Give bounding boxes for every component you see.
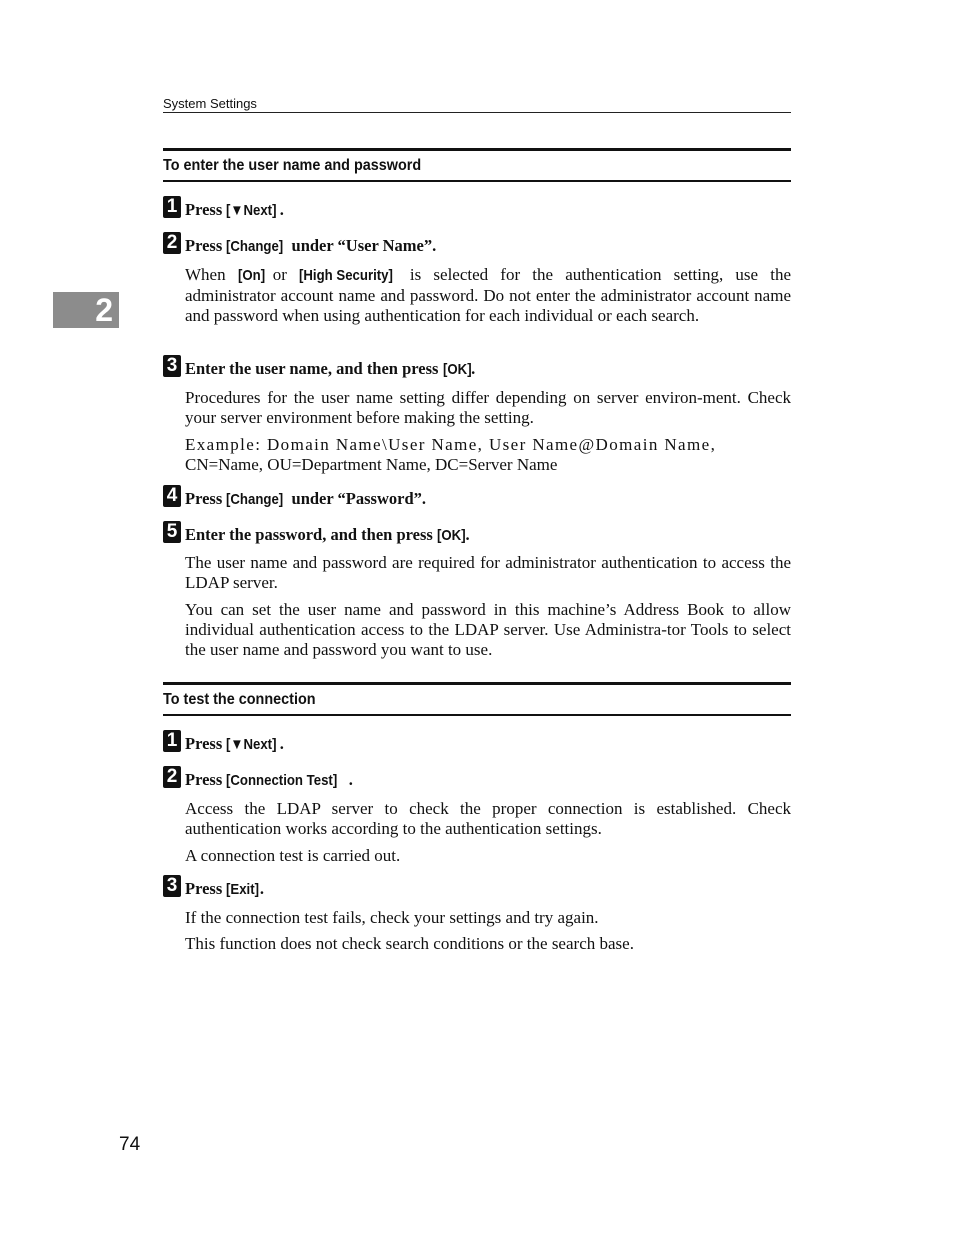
- key-ok: [OK]: [442, 361, 472, 378]
- key-connection-test: [Connection Test]: [226, 772, 338, 789]
- key-exit: [Exit]: [226, 881, 260, 898]
- step-3-note-2: This function does not check search conditions or the search base.: [185, 934, 634, 953]
- step-number-badge: 2: [163, 766, 181, 788]
- key-ok: [OK]: [436, 527, 466, 544]
- chapter-tab: 2: [53, 292, 119, 328]
- key-next: [▼Next]: [226, 202, 277, 219]
- step-number-badge: 4: [163, 485, 181, 507]
- key-high-security: [High Security]: [299, 267, 393, 284]
- page-number: 74: [119, 1134, 141, 1155]
- step-3-example-line2: CN=Name, OU=Department Name, DC=Server Name: [185, 455, 558, 474]
- key-next: [▼Next]: [226, 736, 277, 753]
- step-number-badge: 3: [163, 355, 181, 377]
- running-title: System Settings: [163, 96, 257, 111]
- step-5-note-2: You can set the user name and password in this machine’s Address Book to allow individual authentication access to the LDAP server. Use Administra-tor Tools to select the user name and password you want to use.: [185, 600, 791, 659]
- step-3-note: Procedures for the user name setting differ depending on server environ-ment. Check your server environment before making the setting.: [185, 388, 791, 427]
- step-2-note-1: Access the LDAP server to check the proper connection is established. Check authentication works according to the authentication settings.: [185, 799, 791, 838]
- step-number-badge: 1: [163, 196, 181, 218]
- step-2-note: When [On] or [High Security] is selected for the authentication setting, use the administrator account name and password. Do not enter the administrator account name and password when using authentication for each individual or each search.: [185, 265, 791, 325]
- step-3-example-line1: Example: Domain Name\User Name, User Name@Domain Name,: [185, 435, 717, 454]
- step-2-note-2: A connection test is carried out.: [185, 846, 401, 865]
- step-number-badge: 1: [163, 730, 181, 752]
- section-heading-connection-test: To test the connection: [163, 682, 791, 716]
- step-number-badge: 2: [163, 232, 181, 254]
- key-on: [On]: [237, 267, 265, 284]
- key-change: [Change]: [226, 238, 284, 255]
- key-change: [Change]: [226, 491, 284, 508]
- step-5-note-1: The user name and password are required for administrator authentication to access the LDAP server.: [185, 553, 791, 592]
- step-3-note-1: If the connection test fails, check your settings and try again.: [185, 908, 599, 927]
- step-number-badge: 3: [163, 875, 181, 897]
- section-heading-credentials: To enter the user name and password: [163, 148, 791, 182]
- running-header: [163, 96, 791, 113]
- step-number-badge: 5: [163, 521, 181, 543]
